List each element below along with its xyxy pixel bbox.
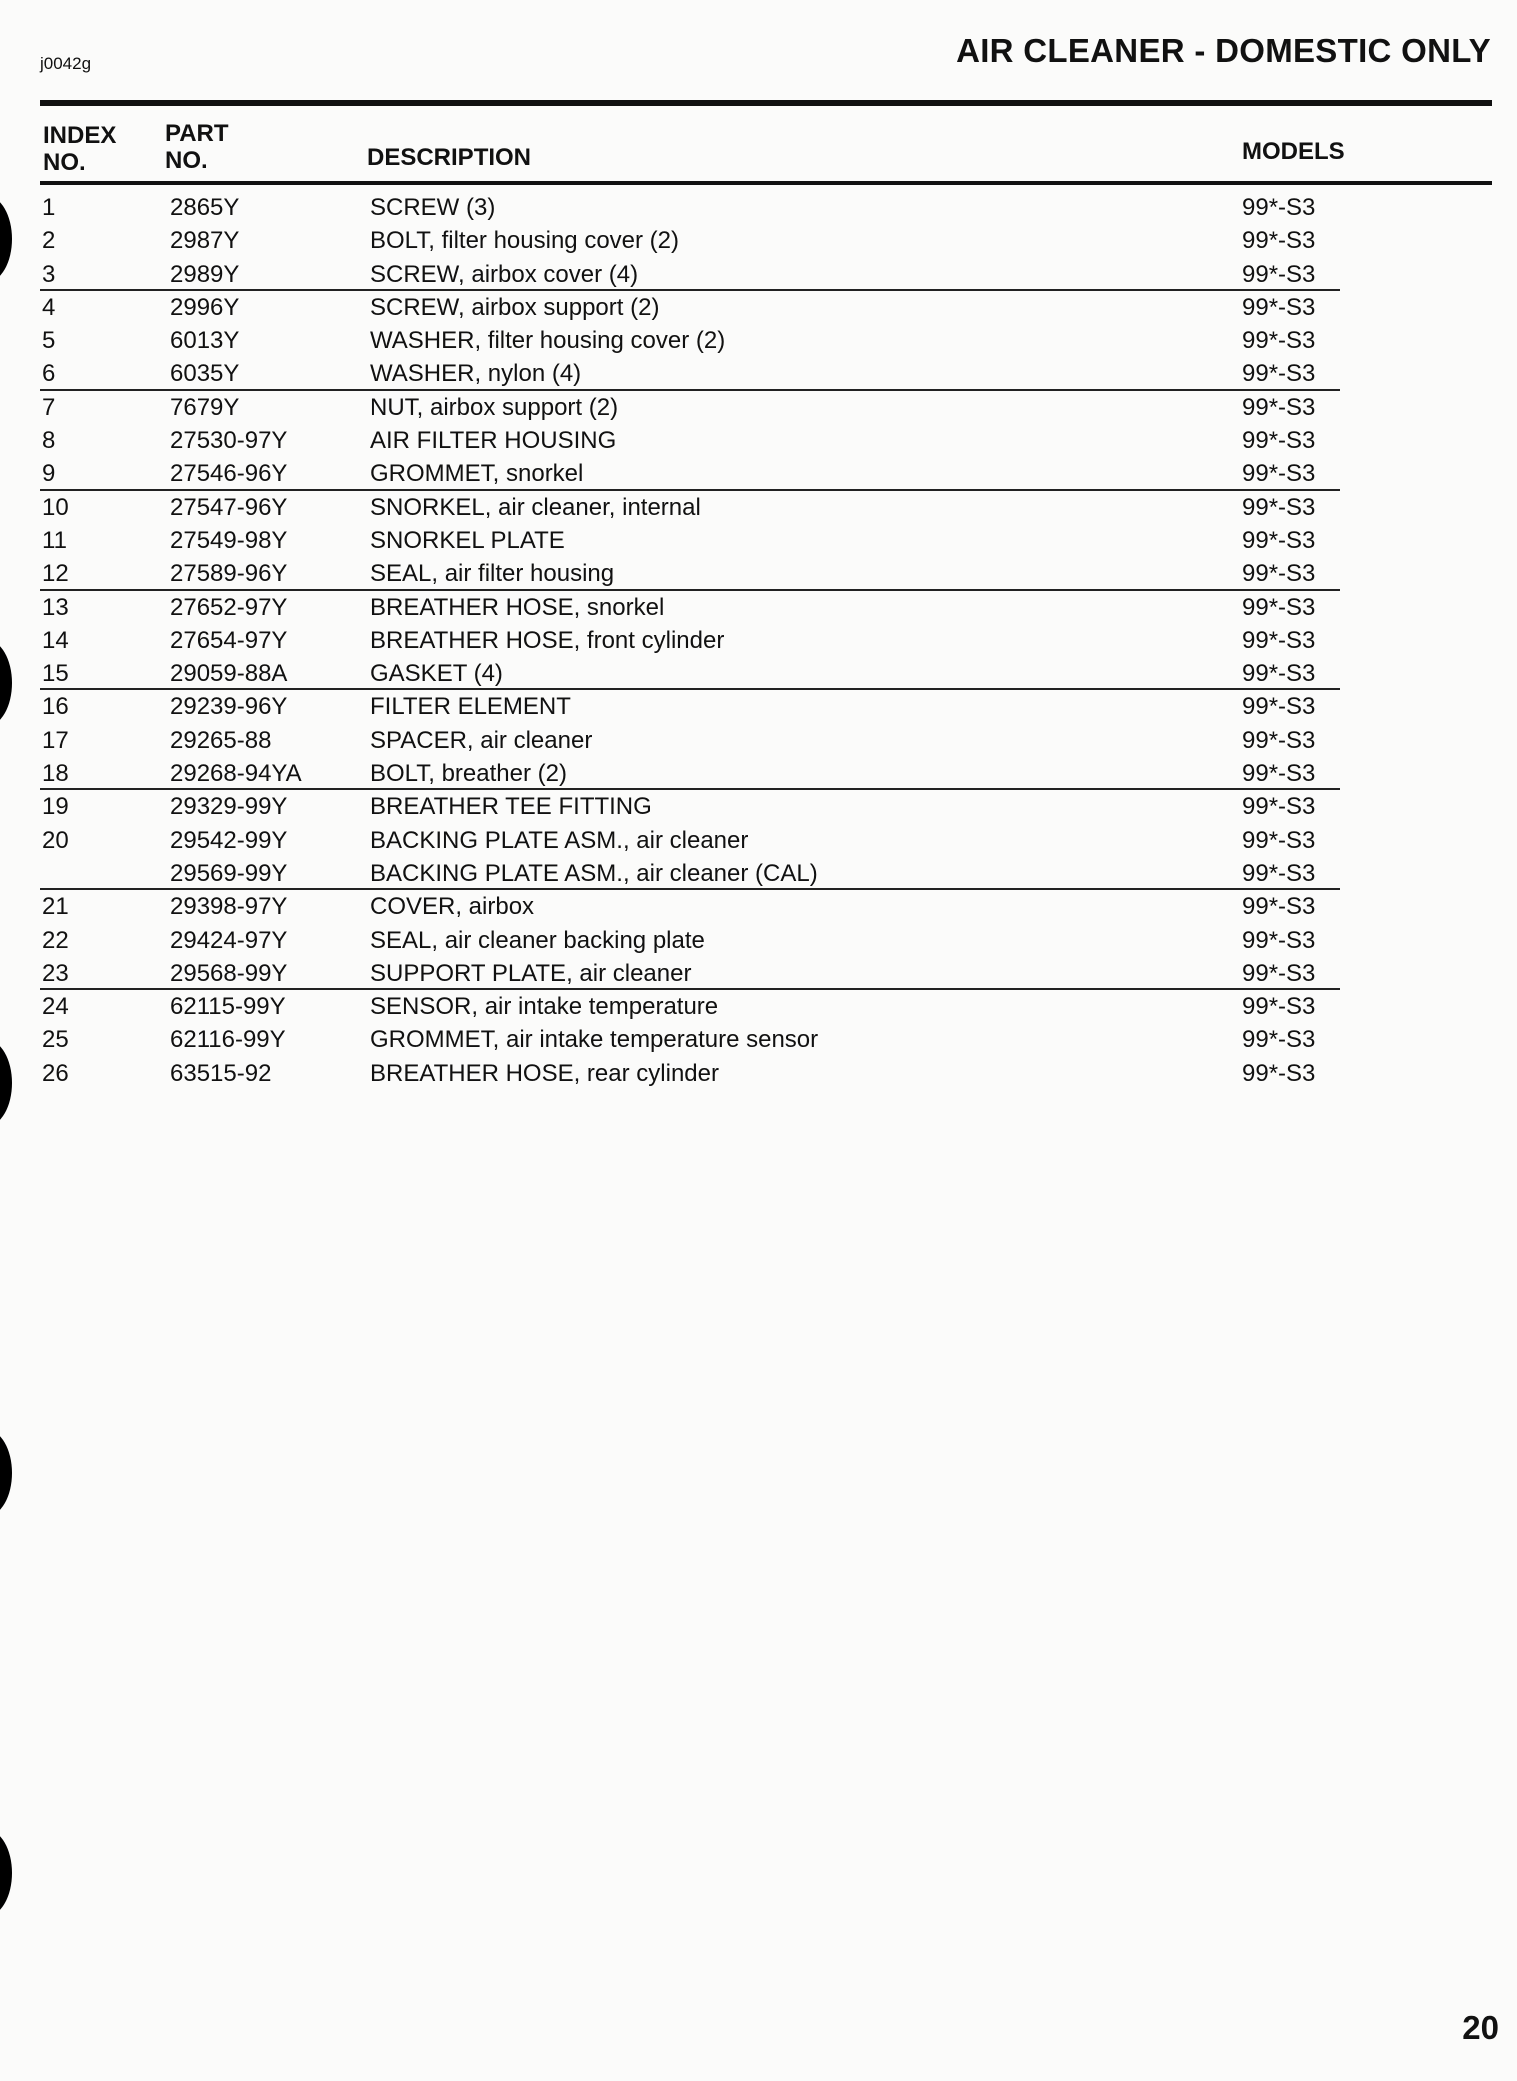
models-cell: 99*-S3 <box>1242 660 1316 688</box>
table-row <box>40 391 1500 424</box>
models-cell: 99*-S3 <box>1242 760 1316 788</box>
table-row <box>40 757 1500 790</box>
description-cell: BREATHER HOSE, rear cylinder <box>370 1059 719 1087</box>
index-cell: 21 <box>42 893 69 921</box>
table-row <box>40 1057 1500 1090</box>
models-cell: 99*-S3 <box>1242 626 1316 654</box>
index-cell: 12 <box>42 560 69 588</box>
binder-hole <box>0 1830 12 1916</box>
table-row <box>40 924 1500 957</box>
description-cell: NUT, airbox support (2) <box>370 393 619 421</box>
table-row <box>40 591 1500 624</box>
index-cell: 26 <box>42 1059 69 1087</box>
table-row <box>40 990 1500 1023</box>
header-rule <box>40 181 1492 185</box>
description-cell: BREATHER TEE FITTING <box>370 793 652 821</box>
table-row <box>40 424 1500 457</box>
page-number: 20 <box>1462 2009 1499 2046</box>
part-number-cell: 29424-97Y <box>170 926 288 954</box>
table-row <box>40 790 1500 823</box>
title-rule <box>40 100 1492 106</box>
header-part: PART NO. <box>165 120 229 174</box>
models-cell: 99*-S3 <box>1242 693 1316 721</box>
part-number-cell: 29542-99Y <box>170 826 288 854</box>
part-number-cell: 2987Y <box>170 227 240 255</box>
table-row <box>40 624 1500 657</box>
models-cell: 99*-S3 <box>1242 227 1316 255</box>
index-cell: 24 <box>42 993 69 1021</box>
models-cell: 99*-S3 <box>1242 726 1316 754</box>
index-cell: 18 <box>42 760 69 788</box>
index-cell: 10 <box>42 493 69 521</box>
index-cell: 8 <box>42 427 56 455</box>
part-number-cell: 29265-88 <box>170 726 272 754</box>
description-cell: SCREW, airbox cover (4) <box>370 260 639 288</box>
table-row <box>40 457 1500 490</box>
description-cell: SENSOR, air intake temperature <box>370 993 719 1021</box>
description-cell: SCREW (3) <box>370 194 496 221</box>
models-cell: 99*-S3 <box>1242 194 1316 221</box>
models-cell: 99*-S3 <box>1242 926 1316 954</box>
header-index: INDEX NO. <box>43 122 117 176</box>
index-cell: 6 <box>42 360 56 388</box>
index-cell: 4 <box>42 293 56 321</box>
index-cell: 19 <box>42 793 69 821</box>
part-number-cell: 29268-94YA <box>170 760 302 788</box>
table-row <box>40 857 1500 890</box>
index-cell: 14 <box>42 626 69 654</box>
table-row <box>40 224 1500 257</box>
index-cell: 13 <box>42 593 69 621</box>
models-cell: 99*-S3 <box>1242 859 1316 887</box>
index-cell: 11 <box>42 526 67 554</box>
binder-hole <box>0 196 12 282</box>
part-number-cell: 6035Y <box>170 360 240 388</box>
part-number-cell: 27547-96Y <box>170 493 288 521</box>
description-cell: COVER, airbox <box>370 893 535 921</box>
part-number-cell: 7679Y <box>170 393 240 421</box>
index-cell: 23 <box>42 959 69 987</box>
description-cell: AIR FILTER HOUSING <box>370 427 617 455</box>
table-row <box>40 557 1500 590</box>
part-number-cell: 29059-88A <box>170 660 288 688</box>
models-cell: 99*-S3 <box>1242 826 1316 854</box>
models-cell: 99*-S3 <box>1242 526 1316 554</box>
models-cell: 99*-S3 <box>1242 560 1316 588</box>
models-cell: 99*-S3 <box>1242 327 1316 355</box>
description-cell: SUPPORT PLATE, air cleaner <box>370 959 692 987</box>
description-cell: BOLT, filter housing cover (2) <box>370 227 680 255</box>
table-row <box>40 491 1500 524</box>
parts-table <box>40 191 1500 1090</box>
part-number-cell: 27589-96Y <box>170 560 288 588</box>
description-cell: BREATHER HOSE, front cylinder <box>370 626 725 654</box>
index-cell: 17 <box>42 726 69 754</box>
description-cell: BOLT, breather (2) <box>370 760 567 788</box>
description-cell: SNORKEL PLATE <box>370 526 565 554</box>
part-number-cell: 27652-97Y <box>170 593 288 621</box>
index-cell: 15 <box>42 660 69 688</box>
table-row <box>40 191 1500 224</box>
models-cell: 99*-S3 <box>1242 1059 1316 1087</box>
description-cell: BACKING PLATE ASM., air cleaner (CAL) <box>370 859 818 887</box>
description-cell: GROMMET, air intake temperature sensor <box>370 1026 819 1054</box>
models-cell: 99*-S3 <box>1242 959 1316 987</box>
header-description: DESCRIPTION <box>367 144 532 171</box>
part-number-cell: 2989Y <box>170 260 240 288</box>
part-number-cell: 62116-99Y <box>170 1026 286 1054</box>
part-number-cell: 29329-99Y <box>170 793 288 821</box>
part-number-cell: 2996Y <box>170 293 240 321</box>
part-number-cell: 29239-96Y <box>170 693 288 721</box>
part-number-cell: 2865Y <box>170 194 240 221</box>
table-row <box>40 258 1500 291</box>
description-cell: SCREW, airbox support (2) <box>370 293 660 321</box>
models-cell: 99*-S3 <box>1242 593 1316 621</box>
part-number-cell: 29568-99Y <box>170 959 288 987</box>
part-number-cell: 6013Y <box>170 327 240 355</box>
index-cell: 2 <box>42 227 56 255</box>
table-row <box>40 657 1500 690</box>
models-cell: 99*-S3 <box>1242 293 1316 321</box>
index-cell: 7 <box>42 393 56 421</box>
table-row <box>40 524 1500 557</box>
table-row <box>40 890 1500 923</box>
part-number-cell: 27530-97Y <box>170 427 288 455</box>
models-cell: 99*-S3 <box>1242 360 1316 388</box>
description-cell: WASHER, filter housing cover (2) <box>370 327 726 355</box>
index-cell: 22 <box>42 926 69 954</box>
description-cell: GROMMET, snorkel <box>370 460 584 488</box>
models-cell: 99*-S3 <box>1242 427 1316 455</box>
description-cell: SEAL, air cleaner backing plate <box>370 926 705 954</box>
table-row <box>40 957 1500 990</box>
description-cell: SEAL, air filter housing <box>370 560 615 588</box>
part-number-cell: 27654-97Y <box>170 626 288 654</box>
part-number-cell: 27549-98Y <box>170 526 288 554</box>
models-cell: 99*-S3 <box>1242 1026 1316 1054</box>
page-title: AIR CLEANER - DOMESTIC ONLY <box>956 32 1491 69</box>
table-row <box>40 324 1500 357</box>
header-models: MODELS <box>1242 138 1345 165</box>
table-row <box>40 824 1500 857</box>
table-row <box>40 291 1500 324</box>
models-cell: 99*-S3 <box>1242 260 1316 288</box>
part-number-cell: 29398-97Y <box>170 893 288 921</box>
binder-hole <box>0 640 12 726</box>
table-row <box>40 357 1500 390</box>
description-cell: SPACER, air cleaner <box>370 726 593 754</box>
binder-hole <box>0 1040 12 1126</box>
models-cell: 99*-S3 <box>1242 793 1316 821</box>
models-cell: 99*-S3 <box>1242 893 1316 921</box>
models-cell: 99*-S3 <box>1242 993 1316 1021</box>
description-cell: SNORKEL, air cleaner, internal <box>370 493 701 521</box>
index-cell: 25 <box>42 1026 69 1054</box>
description-cell: BACKING PLATE ASM., air cleaner <box>370 826 749 854</box>
part-number-cell: 62115-99Y <box>170 993 286 1021</box>
index-cell: 1 <box>42 194 56 221</box>
table-row <box>40 1023 1500 1056</box>
index-cell: 9 <box>42 460 56 488</box>
index-cell: 5 <box>42 327 56 355</box>
description-cell: GASKET (4) <box>370 660 503 688</box>
models-cell: 99*-S3 <box>1242 393 1316 421</box>
part-number-cell: 29569-99Y <box>170 859 288 887</box>
description-cell: FILTER ELEMENT <box>370 693 571 721</box>
index-cell: 3 <box>42 260 56 288</box>
models-cell: 99*-S3 <box>1242 460 1316 488</box>
table-row <box>40 724 1500 757</box>
models-cell: 99*-S3 <box>1242 493 1316 521</box>
binder-hole <box>0 1430 12 1516</box>
description-cell: WASHER, nylon (4) <box>370 360 582 388</box>
description-cell: BREATHER HOSE, snorkel <box>370 593 665 621</box>
index-cell: 16 <box>42 693 69 721</box>
table-row <box>40 690 1500 723</box>
document-code: j0042g <box>40 54 92 73</box>
part-number-cell: 27546-96Y <box>170 460 288 488</box>
index-cell: 20 <box>42 826 69 854</box>
part-number-cell: 63515-92 <box>170 1059 272 1087</box>
